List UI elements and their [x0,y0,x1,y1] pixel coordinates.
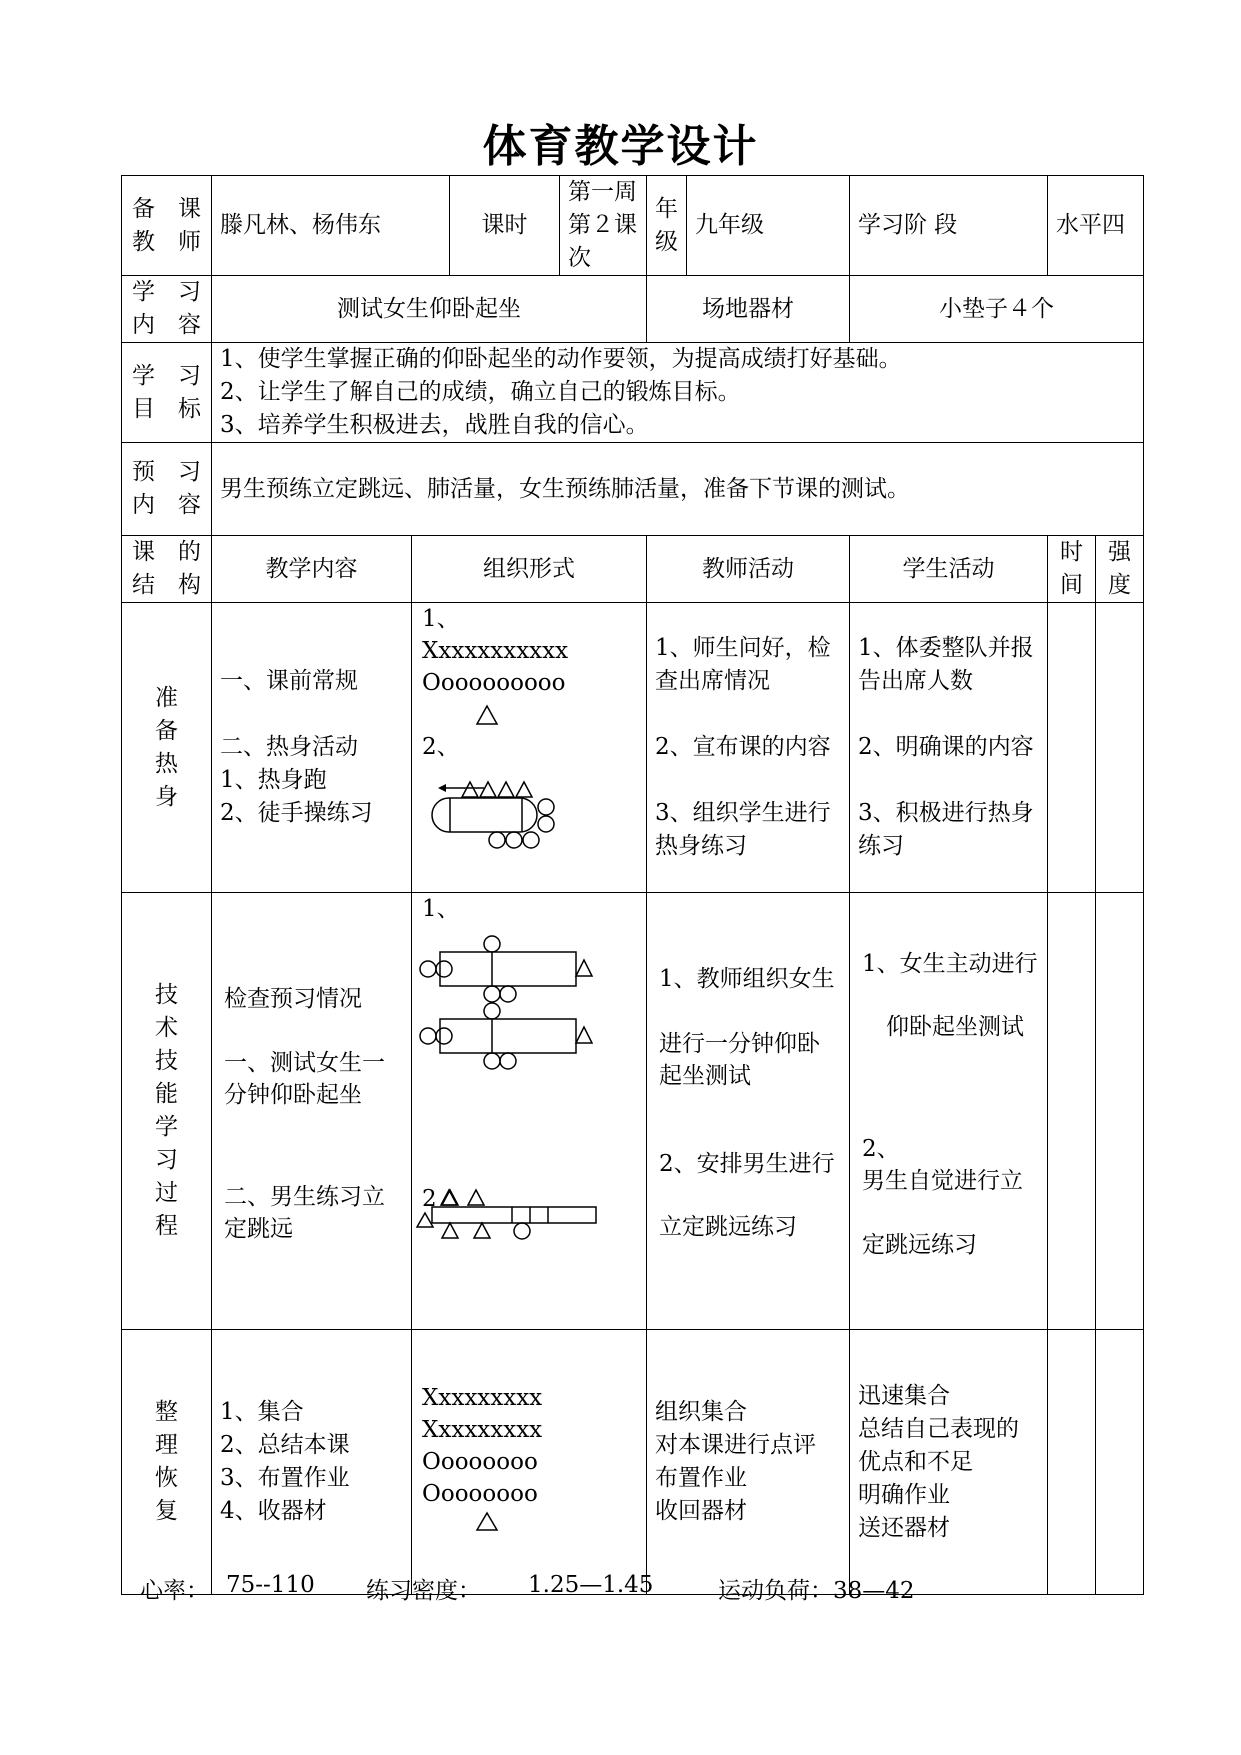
grade-label: 年 级 [647,176,687,276]
grade-value: 九年级 [687,176,850,276]
content-row [122,276,1144,343]
warmup-organization: 1、 Xxxxxxxxxxx Oooooooooo 2、 [412,603,647,893]
skills-teacher-activity: 1、教师组织女生 进行一分钟仰卧 起坐测试 2、安排男生进行 立定跳远练习 [647,893,850,1330]
density-label: 练习密度： [366,1578,481,1604]
period-value: 第一周 第２课次 [560,176,647,276]
equipment-label: 场地器材 [647,276,850,343]
cooldown-time [1048,1330,1096,1595]
skills-organization: 1、 2 [412,893,647,1330]
warmup-student-activity: 1、体委整队并报 告出席人数 2、明确课的内容 3、积极进行热身 练习 [850,603,1048,893]
teacher-triangle-icon [477,1513,497,1530]
period-label: 课时 [450,176,560,276]
col-student-activity: 学生活动 [850,536,1048,603]
objectives-label: 学 习 目 标 [122,343,212,443]
col-teaching-content: 教学内容 [212,536,412,603]
cooldown-student-activity: 迅速集合 总结自己表现的 优点和不足 明确作业 送还器材 [850,1330,1048,1595]
student-triangles-icon [462,782,532,797]
equipment-value: 小垫子４个 [850,276,1144,343]
cooldown-organization: Xxxxxxxxx Xxxxxxxxx Oooooooo Oooooooo [412,1330,647,1595]
col-organization: 组织形式 [412,536,647,603]
teachers-value: 滕凡林、杨伟东 [212,176,450,276]
page-title: 体育教学设计 [482,121,759,172]
jump-pit-icon [432,1207,596,1223]
cooldown-teacher-activity: 组织集合 对本课进行点评 布置作业 收回器材 [647,1330,850,1595]
content-label: 学 习 内 容 [122,276,212,343]
skills-label: 技 术 技 能 学 习 过 程 [122,893,212,1330]
lesson-plan-table [121,175,1144,1595]
teacher-label: 备 课 教 师 [122,176,212,276]
preview-row [122,443,1144,536]
structure-header-row [122,536,1144,603]
warmup-teacher-activity: 1、师生问好，检 查出席情况 2、宣布课的内容 3、组织学生进行 热身练习 [647,603,850,893]
cooldown-intensity [1096,1330,1144,1595]
heart-rate-value: 75--110 [226,1572,315,1598]
cooldown-content: 1、集合 2、总结本课 3、布置作业 4、收器材 [212,1330,412,1595]
cooldown-row [122,1330,1144,1595]
skills-row [122,893,1144,1330]
col-time: 时 间 [1048,536,1096,603]
exercise-load: 运动负荷：38—42 [718,1578,915,1604]
warmup-intensity [1096,603,1144,893]
objective-item: 3、培养学生积极进去，战胜自我的信心。 [220,412,649,438]
objectives-list [212,343,1144,443]
warmup-time [1048,603,1096,893]
col-teacher-activity: 教师活动 [647,536,850,603]
preview-text: 男生预练立定跳远、肺活量，女生预练肺活量，准备下节课的测试。 [212,443,1144,536]
skills-student-activity: 1、女生主动进行 仰卧起坐测试 2、 男生自觉进行立 定跳远练习 [850,893,1048,1330]
stage-label: 学习阶 段 [850,176,1048,276]
warmup-content: 一、课前常规 二、热身活动 1、热身跑 2、徒手操练习 [212,603,412,893]
density-value: 1.25—1.45 [528,1572,654,1598]
cooldown-label: 整 理 恢 复 [122,1330,212,1595]
objective-item: 1、使学生掌握正确的仰卧起坐的动作要领，为提高成绩打好基础。 [220,346,902,372]
preview-label: 预 习 内 容 [122,443,212,536]
teacher-triangle-icon [477,706,497,724]
warmup-row [122,603,1144,893]
heart-rate-label: 心率： [140,1578,209,1604]
col-intensity: 强 度 [1096,536,1144,603]
objective-item: 2、让学生了解自己的成绩，确立自己的锻炼目标。 [220,379,741,405]
content-value: 测试女生仰卧起坐 [212,276,647,343]
long-jump-diagram [412,893,612,1330]
structure-label: 课 的 结 构 [122,536,212,603]
skills-content: 检查预习情况 一、测试女生一 分钟仰卧起坐 二、男生练习立 定跳远 [212,893,412,1330]
arrow-head-icon [438,784,446,792]
cooldown-formation-diagram [412,1330,612,1595]
objectives-row [122,343,1144,443]
stage-value: 水平四 [1048,176,1144,276]
skills-time [1048,893,1096,1330]
warmup-label: 准 备 热 身 [122,603,212,893]
skills-intensity [1096,893,1144,1330]
header-row [122,176,1144,276]
